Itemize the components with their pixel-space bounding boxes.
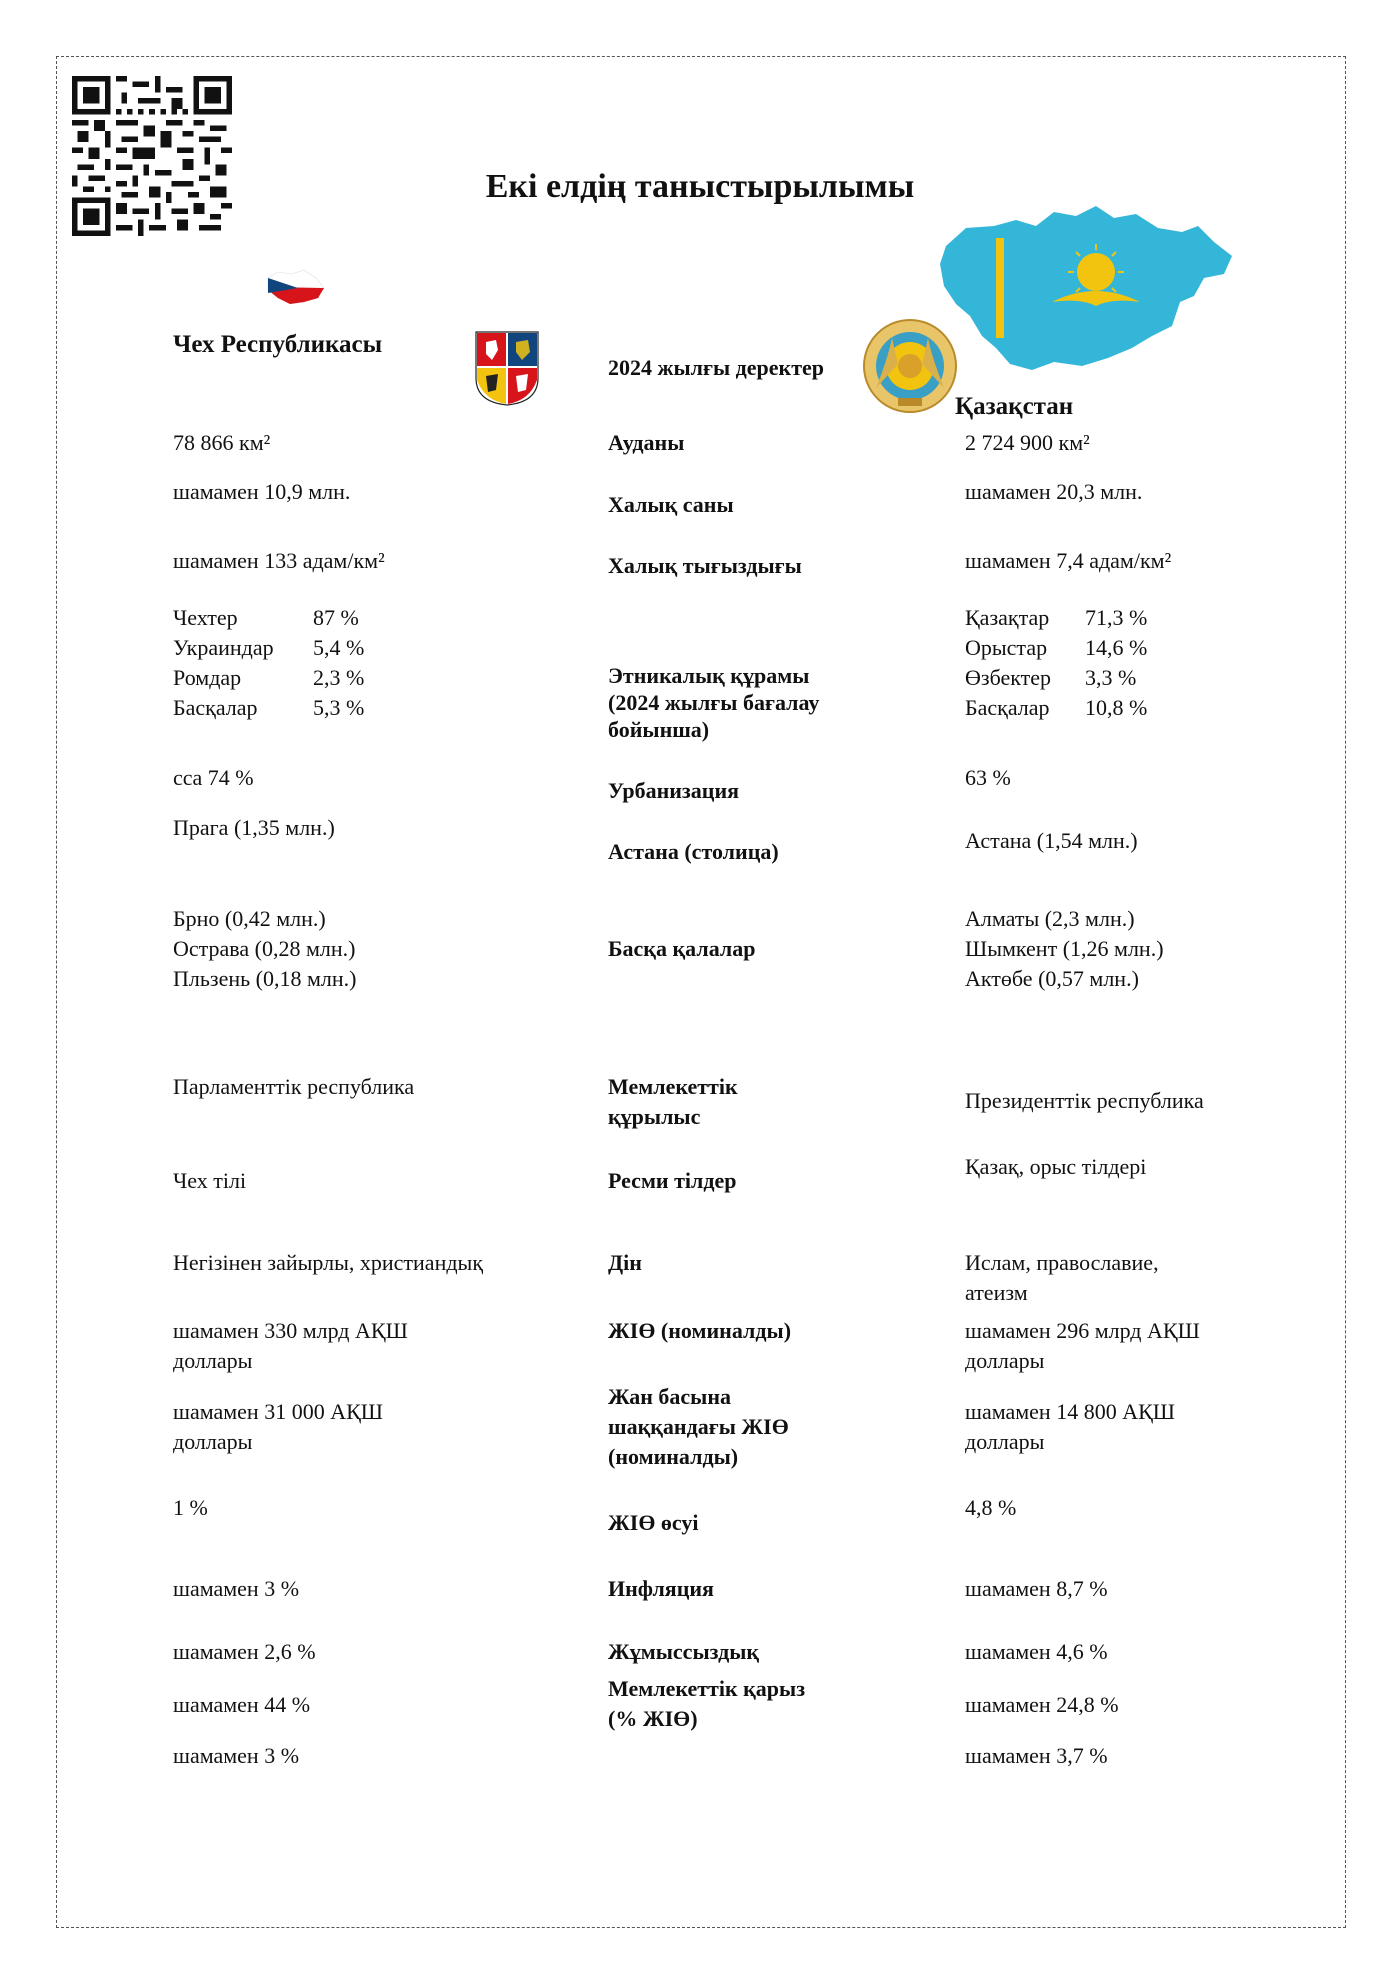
czech-inflation: шамамен 3 %	[173, 1576, 300, 1601]
kazakh-inflation: шамамен 8,7 %	[965, 1576, 1108, 1601]
kazakh-unemployment: шамамен 4,6 %	[965, 1639, 1108, 1664]
list-item: Чехтер 87 %	[173, 605, 359, 630]
kazakh-last-value: шамамен 3,7 %	[965, 1743, 1108, 1768]
page-title: Екі елдің таныстырылымы	[485, 168, 915, 205]
list-item: Ромдар 2,3 %	[173, 665, 365, 690]
label-religion: Дін	[608, 1250, 642, 1275]
czech-public-debt: шамамен 44 %	[173, 1692, 311, 1717]
kazakh-flag-map-icon	[936, 198, 1236, 378]
czech-coat-of-arms-icon	[474, 330, 540, 406]
kazakh-area: 2 724 900 км²	[965, 430, 1090, 455]
kazakh-gdp-growth: 4,8 %	[965, 1495, 1017, 1520]
label-density: Халық тығыздығы	[608, 553, 802, 578]
label-unemployment: Жұмыссыздық	[608, 1639, 760, 1664]
kazakh-gdp: шамамен 296 млрд АҚШ доллары	[965, 1318, 1200, 1373]
czech-population: шамамен 10,9 млн.	[173, 479, 351, 504]
list-item: Орыстар 14,6 %	[965, 635, 1148, 660]
czech-capital: Прага (1,35 млн.)	[173, 815, 335, 840]
list-item: Басқалар 5,3 %	[173, 695, 365, 720]
label-gdp: ЖІӨ (номиналды)	[608, 1318, 792, 1343]
label-public-debt: Мемлекеттік қарыз (% ЖІӨ)	[608, 1676, 806, 1731]
list-item: Украиндар 5,4 %	[173, 635, 365, 660]
kazakh-density: шамамен 7,4 адам/км²	[965, 548, 1172, 573]
label-gdp-per-capita: Жан басына шаққандағы ЖІӨ (номиналды)	[608, 1384, 789, 1469]
label-area: Ауданы	[608, 430, 685, 455]
czech-religion: Негізінен зайырлы, христиандық	[173, 1250, 484, 1275]
czech-gdp-growth: 1 %	[173, 1495, 208, 1520]
kazakh-capital: Астана (1,54 млн.)	[965, 828, 1138, 853]
czech-ethnic-list	[173, 603, 364, 723]
label-government: Мемлекеттік құрылыс	[608, 1074, 738, 1129]
list-item: Басқалар 10,8 %	[965, 695, 1148, 720]
czech-gdp-per-capita: шамамен 31 000 АҚШ доллары	[173, 1399, 383, 1454]
czech-government: Парламенттік республика	[173, 1074, 415, 1099]
qr-code	[72, 76, 232, 236]
kazakh-gdp-per-capita: шамамен 14 800 АҚШ доллары	[965, 1399, 1175, 1454]
kazakh-religion: Ислам, православие, атеизм	[965, 1250, 1159, 1305]
label-gdp-growth: ЖІӨ өсуі	[608, 1510, 699, 1535]
label-ethnic: Этникалық құрамы (2024 жылғы бағалау бойынша)	[608, 663, 820, 742]
kazakh-population: шамамен 20,3 млн.	[965, 479, 1143, 504]
kazakh-languages: Қазақ, орыс тілдері	[965, 1154, 1147, 1179]
czech-unemployment: шамамен 2,6 %	[173, 1639, 316, 1664]
list-item: Қазақтар 71,3 %	[965, 605, 1148, 630]
data-year-header: 2024 жылғы деректер	[608, 355, 825, 380]
czech-country-name: Чех Республикасы	[173, 331, 383, 358]
kazakh-government: Президенттік республика	[965, 1088, 1204, 1113]
kazakh-public-debt: шамамен 24,8 %	[965, 1692, 1119, 1717]
kazakh-country-name: Қазақстан	[955, 393, 1074, 420]
czech-last-value: шамамен 3 %	[173, 1743, 300, 1768]
kazakh-other-cities: Алматы (2,3 млн.) Шымкент (1,26 млн.) Актөбе (0,57 млн.)	[965, 906, 1164, 991]
czech-other-cities: Брно (0,42 млн.) Острава (0,28 млн.) Пльзень (0,18 млн.)	[173, 906, 357, 991]
kazakh-emblem-icon	[862, 318, 958, 414]
kazakh-ethnic-list	[965, 603, 1147, 723]
kazakh-urbanization: 63 %	[965, 765, 1011, 790]
label-languages: Ресми тілдер	[608, 1168, 737, 1193]
label-population: Халық саны	[608, 492, 734, 517]
label-capital: Астана (столица)	[608, 839, 779, 864]
czech-area: 78 866 км²	[173, 430, 271, 455]
czech-urbanization: cca 74 %	[173, 765, 254, 790]
label-urbanization: Урбанизация	[608, 778, 740, 803]
czech-languages: Чех тілі	[173, 1168, 247, 1193]
czech-density: шамамен 133 адам/км²	[173, 548, 385, 573]
label-inflation: Инфляция	[608, 1576, 714, 1601]
list-item: Өзбектер 3,3 %	[965, 665, 1137, 690]
czech-gdp: шамамен 330 млрд АҚШ доллары	[173, 1318, 408, 1373]
czech-flag-map-icon	[264, 268, 326, 306]
label-other-cities: Басқа қалалар	[608, 936, 756, 961]
